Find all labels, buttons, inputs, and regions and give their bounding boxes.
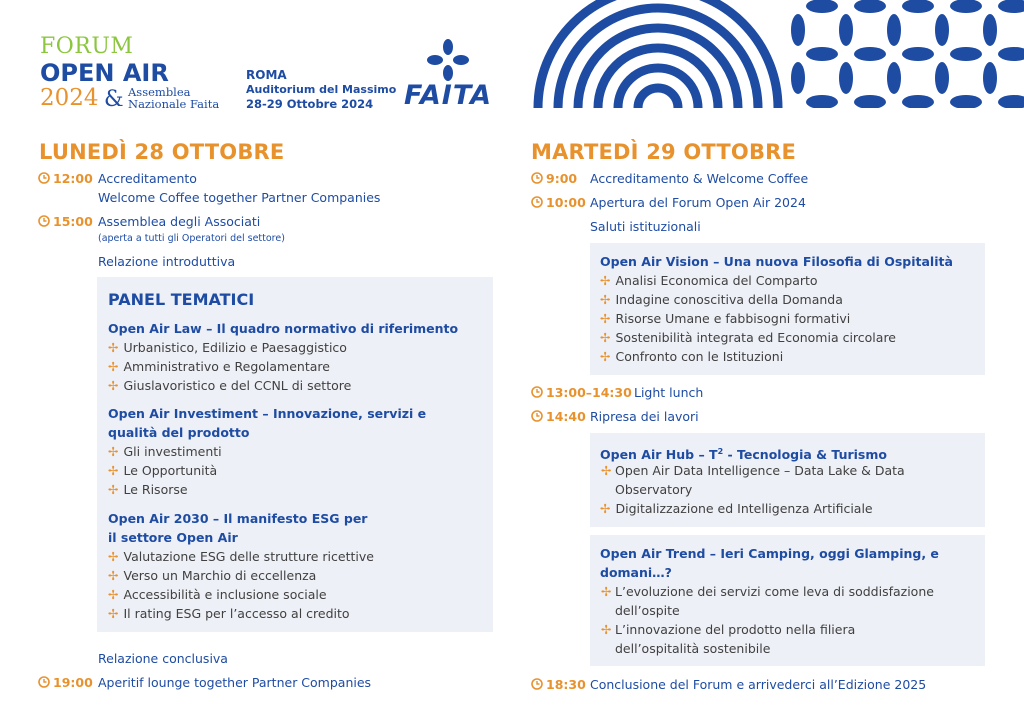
faita-wordmark bbox=[402, 79, 494, 109]
session-label: Accreditamento bbox=[98, 171, 197, 186]
list-item: ✢ Gli investimenti bbox=[108, 444, 222, 459]
relazione-conclusiva: Relazione conclusiva bbox=[98, 651, 228, 666]
tuesday-session-conclusione bbox=[531, 676, 586, 694]
clock-icon bbox=[531, 196, 543, 208]
list-item: ✢ Analisi Economica del Comparto bbox=[600, 273, 818, 288]
saluti-istituzionali: Saluti istituzionali bbox=[590, 219, 701, 234]
session-label: Assemblea degli Associati bbox=[98, 214, 261, 229]
list-item: ✢ Sostenibilità integrata ed Economia circolare bbox=[600, 330, 896, 345]
list-item: ✢ Digitalizzazione ed Intelligenza Artificiale bbox=[600, 501, 873, 516]
plus-icon: ✢ bbox=[601, 622, 612, 637]
clock-icon bbox=[38, 172, 50, 184]
plus-icon: ✢ bbox=[108, 482, 119, 497]
logo-ampersand: & bbox=[104, 87, 124, 112]
logo-open-air: OPEN AIR bbox=[40, 59, 169, 87]
session-time: 13:00–14:30 bbox=[546, 385, 632, 400]
logo-year: 2024 bbox=[40, 85, 99, 111]
clock-icon bbox=[531, 386, 543, 398]
session-label: Aperitif lounge together Partner Companies bbox=[98, 675, 372, 690]
tuesday-session-ripresa bbox=[531, 408, 586, 426]
logo-forum: FORUM bbox=[40, 34, 134, 59]
session-time: 9:00 bbox=[546, 171, 578, 186]
plus-icon: ✢ bbox=[108, 340, 119, 355]
faita-star-icon bbox=[426, 38, 470, 82]
section-title-trend: Open Air Trend – Ieri Camping, oggi Glamping, e bbox=[600, 546, 939, 561]
session-time: 15:00 bbox=[53, 214, 93, 229]
session-time: 18:30 bbox=[546, 677, 586, 692]
clock-icon bbox=[531, 172, 543, 184]
plus-icon: ✢ bbox=[600, 311, 611, 326]
session-label: Conclusione del Forum e arrivederci all’Edizione 2025 bbox=[590, 677, 927, 692]
monday-title: LUNEDÌ 28 OTTOBRE bbox=[39, 140, 285, 164]
tuesday-title: MARTEDÌ 29 OTTOBRE bbox=[531, 140, 797, 164]
location-venue: Auditorium del Massimo bbox=[246, 83, 397, 96]
plus-icon: ✢ bbox=[108, 444, 119, 459]
plus-icon: ✢ bbox=[600, 501, 611, 516]
session-label: Ripresa dei lavori bbox=[590, 409, 699, 424]
list-item: ✢ Accessibilità e inclusione sociale bbox=[108, 587, 327, 602]
logo-assemblea-line-1: Assemblea bbox=[128, 85, 191, 99]
plus-icon: ✢ bbox=[108, 378, 119, 393]
section-title-esg-line-2: il settore Open Air bbox=[108, 530, 238, 545]
plus-icon: ✢ bbox=[108, 549, 119, 564]
tuesday-session-accreditamento bbox=[531, 170, 577, 188]
monday-session-accreditamento bbox=[38, 170, 93, 188]
section-title-trend-line-2: domani…? bbox=[600, 565, 672, 580]
list-item: ✢ Verso un Marchio di eccellenza bbox=[108, 568, 317, 583]
faita-wordmark-text: FAITA bbox=[403, 80, 493, 109]
panel-title: PANEL TEMATICI bbox=[108, 290, 255, 309]
monday-session-aperitif bbox=[38, 674, 93, 692]
list-item: ✢ Le Risorse bbox=[108, 482, 188, 497]
plus-icon: ✢ bbox=[600, 349, 611, 364]
logo-assemblea bbox=[128, 86, 219, 110]
location-city: ROMA bbox=[246, 68, 287, 82]
section-title-law: Open Air Law – Il quadro normativo di riferimento bbox=[108, 321, 459, 336]
list-item: ✢ Confronto con le Istituzioni bbox=[600, 349, 784, 364]
session-time: 19:00 bbox=[53, 675, 93, 690]
plus-icon: ✢ bbox=[600, 292, 611, 307]
list-item: ✢ Valutazione ESG delle strutture ricettive bbox=[108, 549, 374, 564]
session-label: Apertura del Forum Open Air 2024 bbox=[590, 195, 806, 210]
decorative-pattern bbox=[530, 0, 1024, 108]
monday-session-assemblea bbox=[38, 213, 93, 231]
plus-icon: ✢ bbox=[108, 606, 119, 621]
session-label: Accreditamento & Welcome Coffee bbox=[590, 171, 809, 186]
list-item: ✢ Il rating ESG per l’accesso al credito bbox=[108, 606, 350, 621]
session-label: Light lunch bbox=[634, 385, 704, 400]
list-item: ✢ Giuslavoristico e del CCNL di settore bbox=[108, 378, 352, 393]
section-title-vision: Open Air Vision – Una nuova Filosofia di Ospitalità bbox=[600, 254, 953, 269]
tuesday-session-lunch bbox=[531, 384, 632, 402]
plus-icon: ✢ bbox=[108, 359, 119, 374]
plus-icon: ✢ bbox=[600, 330, 611, 345]
clock-icon bbox=[38, 676, 50, 688]
clock-icon bbox=[531, 678, 543, 690]
relazione-introduttiva: Relazione introduttiva bbox=[98, 254, 236, 269]
plus-icon: ✢ bbox=[600, 273, 611, 288]
plus-icon: ✢ bbox=[601, 584, 612, 599]
list-item: ✢ Amministrativo e Regolamentare bbox=[108, 359, 330, 374]
list-item: ✢ Open Air Data Intelligence – Data Lake & Data Observatory bbox=[601, 463, 905, 497]
clock-icon bbox=[38, 215, 50, 227]
session-time: 14:40 bbox=[546, 409, 586, 424]
list-item: ✢ Urbanistico, Edilizio e Paesaggistico bbox=[108, 340, 347, 355]
location-dates: 28-29 Ottobre 2024 bbox=[246, 97, 374, 111]
session-note: (aperta a tutti gli Operatori del settore) bbox=[98, 233, 285, 244]
logo-assemblea-line-2: Nazionale Faita bbox=[128, 97, 220, 111]
session-label-line-2: Welcome Coffee together Partner Companies bbox=[98, 190, 381, 205]
list-item: ✢ Indagine conoscitiva della Domanda bbox=[600, 292, 843, 307]
plus-icon: ✢ bbox=[601, 463, 612, 478]
plus-icon: ✢ bbox=[108, 587, 119, 602]
session-time: 12:00 bbox=[53, 171, 93, 186]
tuesday-session-apertura bbox=[531, 194, 586, 212]
clock-icon bbox=[531, 410, 543, 422]
session-time: 10:00 bbox=[546, 195, 586, 210]
plus-icon: ✢ bbox=[108, 568, 119, 583]
section-title-investiment-line-2: qualità del prodotto bbox=[108, 425, 250, 440]
list-item: ✢ Le Opportunità bbox=[108, 463, 218, 478]
section-title-esg: Open Air 2030 – Il manifesto ESG per bbox=[108, 511, 368, 526]
list-item: ✢ L’innovazione del prodotto nella filiera dell’ospitalità sostenibile bbox=[601, 622, 856, 656]
section-title-investiment: Open Air Investiment – Innovazione, servizi e bbox=[108, 406, 427, 421]
list-item: ✢ Risorse Umane e fabbisogni formativi bbox=[600, 311, 851, 326]
plus-icon: ✢ bbox=[108, 463, 119, 478]
section-title-hub: Open Air Hub – $T^2$ - Tecnologia & Turismo bbox=[600, 447, 887, 463]
list-item: ✢ L’evoluzione dei servizi come leva di soddisfazione dell’ospite bbox=[601, 584, 934, 618]
